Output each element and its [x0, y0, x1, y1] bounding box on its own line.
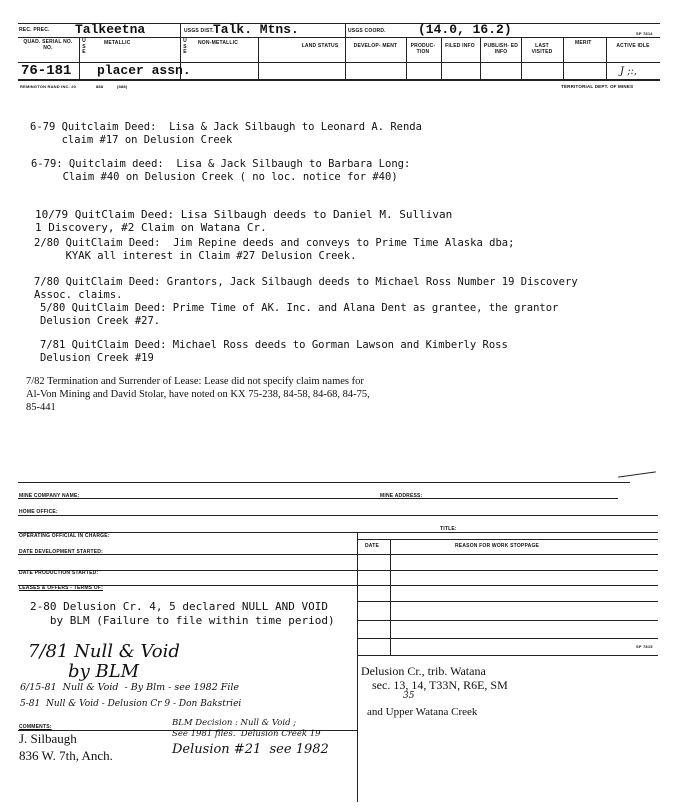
date-column-label: DATE — [365, 543, 380, 549]
col-non-metallic: NON-METALLIC — [198, 40, 239, 46]
lease-text: 2-80 Delusion Cr. 4, 5 declared NULL AND VOID by BLM (Failure to file within time period) — [30, 600, 335, 627]
owner-name: J. Silbaugh — [19, 731, 77, 746]
col-use-letters-2: U S E — [183, 38, 187, 55]
serial-number: 76-181 — [21, 63, 72, 79]
col-metallic: METALLIC — [104, 40, 131, 46]
rec-prec-value: Talkeetna — [75, 22, 146, 37]
entry-item: 2/80 QuitClaim Deed: Jim Repine deeds and conveys to Prime Time Alaska dba; KYAK all interest in Claim #27 Delusion Creek. — [34, 237, 515, 262]
entry-item: 7/82 Termination and Surrender of Lease: Lease did not specify claim names for Al-Von Mining and David Stolar, have noted on KX 75-238, 84-58, 84-68, 84-75, 85-441 — [26, 376, 370, 413]
footer-printer: REMINGTON RAND INC. 20 — [20, 84, 77, 89]
mine-company-label: MINE COMPANY NAME: — [19, 493, 80, 499]
entry-item: 6-79: Quitclaim deed: Lisa & Jack Silbaugh to Barbara Long: Claim #40 on Delusion Creek ( no loc. notice for #40) — [31, 158, 411, 183]
entry-item: 6-79 Quitclaim Deed: Lisa & Jack Silbaugh to Leonard A. Renda claim #17 on Delusion Creek — [30, 121, 422, 146]
col-quad-serial: QUAD. SERIAL NO. NO. — [23, 39, 73, 51]
col-filed-info: FILED INFO — [445, 43, 475, 49]
col-production: PRODUC- TION — [410, 43, 436, 55]
col-merit: MERIT — [575, 40, 592, 46]
handwritten-note-1: 6/15-81 Null & Void - By Blm - see 1982 File — [20, 682, 240, 693]
mine-address-label: MINE ADDRESS: — [380, 493, 423, 499]
date-production-label: DATE PRODUCTION STARTED: — [19, 570, 99, 576]
entry-item: 5/80 QuitClaim Deed: Prime Time of AK. Inc. and Alana Dent as grantee, the grantor Delusion Creek #27. — [40, 302, 559, 327]
col-active-idle: ACTIVE IDLE — [616, 43, 650, 49]
entry-item: 7/80 QuitClaim Deed: Grantors, Jack Silbaugh deeds to Michael Ross Number 19 Discovery Assoc. claims. — [34, 276, 578, 301]
location-line-3: and Upper Watana Creek — [367, 706, 478, 718]
active-mark: J ;:, — [620, 66, 638, 77]
location-line-1: Delusion Cr., trib. Watana — [361, 664, 486, 678]
home-office-label: HOME OFFICE: — [19, 509, 58, 515]
leases-label: LEASES & OFFERS - TERMS OF: — [19, 585, 104, 591]
date-development-label: DATE DEVELOPMENT STARTED: — [19, 549, 103, 555]
col-published-info: PUBLISH- ED INFO — [483, 43, 519, 55]
reason-column-label: REASON FOR WORK STOPPAGE — [455, 543, 540, 549]
form-number-bottom: SP 7815 — [636, 644, 653, 649]
title-label: TITLE: — [440, 526, 457, 532]
owner-address: 836 W. 7th, Anch. — [19, 748, 113, 763]
footer-dept: TERRITORIAL DEPT. OF MINES — [561, 84, 634, 89]
location-line-2: sec. 13, 14, T33N, R6E, SM — [372, 678, 508, 692]
comments-label: COMMENTS: — [19, 724, 52, 730]
operating-official-label: OPERATING OFFICIAL IN CHARGE: — [19, 533, 110, 539]
usgs-dist-label: USGS DIST. — [184, 28, 214, 34]
location-handwritten-35: 35 — [403, 691, 415, 701]
handwritten-null-void: 7/81 Null & Void by BLM — [28, 641, 180, 682]
comments-handwritten-2: Delusion #21 see 1982 — [172, 742, 329, 757]
usgs-coord-label: USGS COORD. — [348, 28, 386, 34]
usgs-coord-value: (14.0, 16.2) — [418, 22, 512, 37]
col-use-letters: U S E — [82, 38, 86, 55]
col-development: DEVELOP- MENT — [353, 43, 398, 49]
col-land-status: LAND STATUS — [301, 43, 339, 49]
metallic-value: placer assn. — [97, 63, 191, 78]
rec-prec-label: REC. PREC. — [19, 27, 50, 33]
handwritten-note-2: 5-81 Null & Void - Delusion Cr 9 - Don Bakstriei — [20, 699, 242, 709]
usgs-dist-value: Talk. Mtns. — [213, 22, 299, 37]
footer-code-1: 888 — [96, 84, 104, 89]
col-last-visited: LAST VISITED — [531, 43, 553, 55]
comments-handwritten: BLM Decision : Null & Void ; See 1981 files. Delusion Creek 19 — [172, 718, 321, 739]
footer-code-2: (888) — [117, 84, 128, 89]
form-number-top: SP 7814 — [636, 31, 653, 36]
entry-item: 7/81 QuitClaim Deed: Michael Ross deeds to Gorman Lawson and Kimberly Ross Delusion Creek #19 — [40, 339, 508, 364]
entry-item: 10/79 QuitClaim Deed: Lisa Silbaugh deeds to Daniel M. Sullivan 1 Discovery, #2 Claim on Watana Cr. — [35, 208, 453, 234]
